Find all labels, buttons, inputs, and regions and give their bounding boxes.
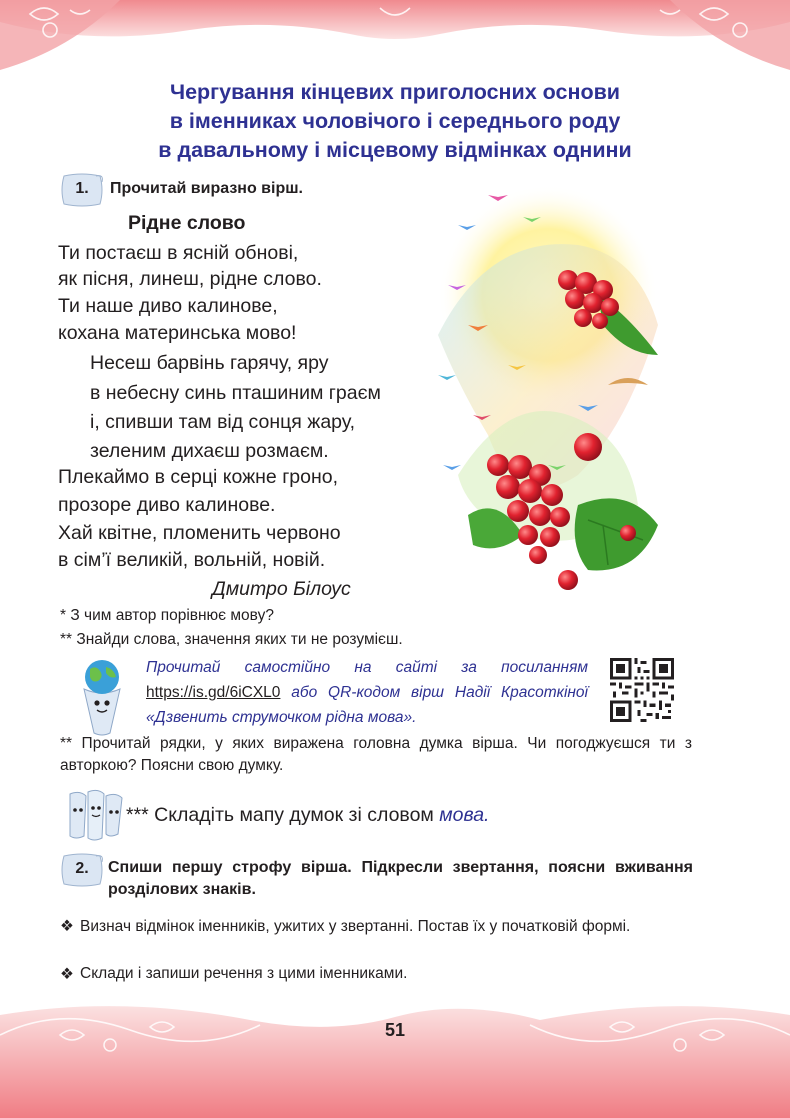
poem-line: і, спивши там від сонця жару, (90, 411, 356, 433)
task-1-number: 1. (75, 180, 89, 197)
top-ornament-border (0, 0, 790, 70)
question-1: * З чим автор порівнює мову? (60, 607, 274, 624)
info-text (146, 655, 588, 730)
task-2-number: 2. (75, 860, 89, 877)
bottom-ornament-border (0, 975, 790, 1118)
mind-map-task (126, 804, 489, 827)
poem-line: Ти наше диво калинове, (58, 295, 278, 317)
question-3: ** Прочитай рядки, у яких виражена головна думка вірша. Чи погоджуєшся ти з авторкою? Поясни свою думку. (60, 735, 692, 774)
mind-map-word: мова. (439, 804, 490, 826)
info-text-before: Прочитай самостійно на сайті за посиланням (146, 659, 588, 676)
mind-map-prefix: *** Складіть мапу думок зі словом (126, 804, 440, 826)
poem-line: Плекаймо в серці кожне гроно, (58, 466, 339, 488)
title-line-2: в іменниках чоловічого і середнього роду (169, 109, 621, 133)
bullet-item-2: Склади і запиши речення з цими іменниками. (80, 965, 408, 982)
poem-line: прозоре диво калинове. (58, 494, 276, 516)
poem-line: як пісня, линеш, рідне слово. (58, 268, 322, 290)
viburnum-birds-illustration (428, 175, 678, 615)
poem-line: Несеш барвінь гарячу, яру (90, 352, 329, 374)
qr-code-icon[interactable] (610, 658, 674, 722)
bullet-marker: ❖ (60, 966, 74, 983)
bullet-marker: ❖ (60, 918, 74, 935)
page-title (60, 78, 730, 165)
poem-line: зеленим дихаєш розмаєм. (90, 440, 329, 462)
info-text-after: або QR-кодом вірш Надії Красоткіної «Дзвенить струмочком рідна мова». (146, 684, 588, 726)
task-2-instruction: Спиши першу строфу вірша. Підкресли звертання, поясни вживання розділових знаків. (108, 859, 693, 898)
poem-line: Ти постаєш в ясній обнові, (58, 242, 299, 264)
task-1-badge (60, 172, 104, 208)
task-2-badge (60, 852, 104, 888)
scroll-characters-icon (64, 788, 124, 842)
info-link[interactable]: https://is.gd/6iCXL0 (146, 684, 281, 701)
poem-title: Рідне слово (128, 212, 246, 234)
globe-character-icon (70, 655, 134, 739)
bullet-item-1: Визнач відмінок іменників, ужитих у звертанні. Постав їх у початковій формі. (80, 918, 631, 935)
task-1-instruction: Прочитай виразно вірш. (110, 180, 303, 197)
page-number: 51 (384, 1020, 406, 1040)
poem-line: кохана материнська мово! (58, 322, 297, 344)
poem-line: в небесну синь пташиним граєм (90, 382, 381, 404)
poem-line: Хай квітне, пломенить червоно (58, 522, 341, 544)
title-line-1: Чергування кінцевих приголосних основи (169, 80, 621, 104)
question-2: ** Знайди слова, значення яких ти не розумієш. (60, 631, 403, 648)
poem-line: в сім’ї великій, вольній, новій. (58, 549, 326, 571)
title-line-3: в давальному і місцевому відмінках однини (158, 138, 632, 162)
poem-author: Дмитро Білоус (212, 578, 351, 600)
